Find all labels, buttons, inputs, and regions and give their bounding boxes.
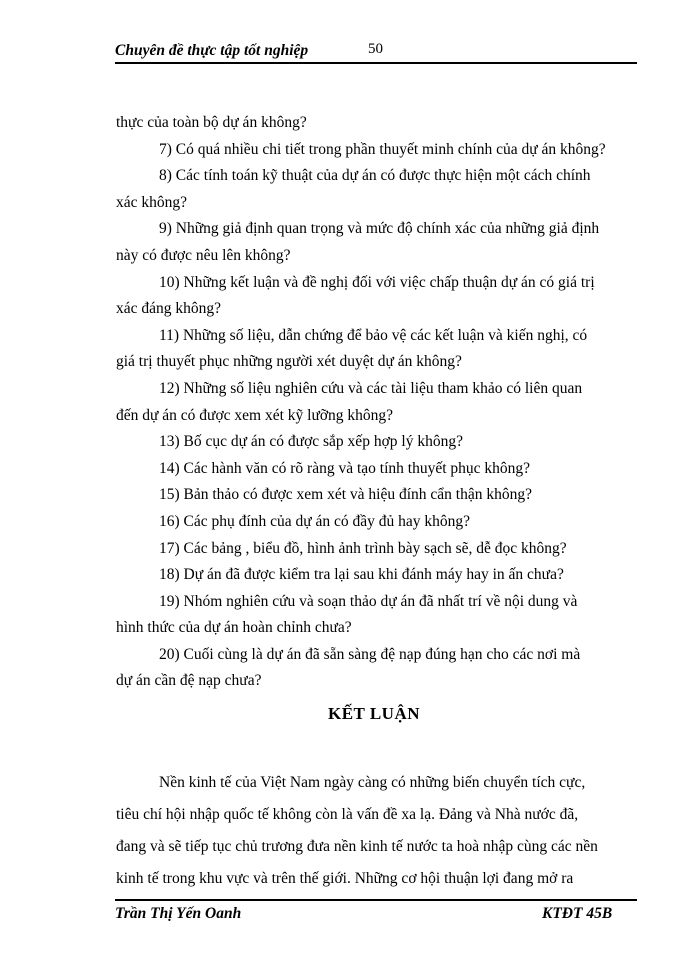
conclusion-paragraph — [116, 767, 632, 895]
header-title: Chuyên đề thực tập tốt nghiệp — [115, 42, 309, 59]
text-line: 20) Cuối cùng là dự án đã sẵn sàng đệ nạp đúng hạn cho các nơi mà — [159, 645, 581, 663]
text-line: 7) Có quá nhiều chi tiết trong phần thuyết minh chính của dự án không? — [159, 140, 606, 158]
text-line: Nền kinh tế của Việt Nam ngày càng có những biến chuyển tích cực, — [159, 774, 586, 792]
text-line: đang và sẽ tiếp tục chủ trương đưa nền kinh tế nước ta hoà nhập cùng các nền — [116, 838, 598, 856]
text-line: xác đáng không? — [116, 300, 222, 318]
text-line: đến dự án có được xem xét kỹ lưỡng không? — [116, 406, 394, 424]
text-line: 13) Bố cục dự án có được sắp xếp hợp lý không? — [159, 433, 463, 451]
text-line: xác không? — [116, 193, 188, 211]
footer-class: KTĐT 45B — [542, 905, 613, 922]
text-line: này có được nêu lên không? — [116, 246, 291, 264]
text-line: 11) Những số liệu, dẫn chứng để bảo vệ các kết luận và kiến nghị, có — [159, 326, 588, 344]
text-line: 9) Những giả định quan trọng và mức độ chính xác của những giả định — [159, 220, 600, 238]
text-line: tiêu chí hội nhập quốc tế không còn là vấn đề xa lạ. Đảng và Nhà nước đã, — [116, 806, 579, 824]
page-header — [115, 38, 637, 62]
text-line: hình thức của dự án hoàn chỉnh chưa? — [116, 619, 352, 637]
text-line: giá trị thuyết phục những người xét duyệt dự án không? — [116, 353, 462, 371]
text-line: 10) Những kết luận và đề nghị đối với việc chấp thuận dự án có giá trị — [159, 273, 595, 291]
footer-rule — [115, 899, 637, 901]
section-heading: KẾT LUẬN — [327, 704, 420, 724]
text-line: kinh tế trong khu vực và trên thế giới. Những cơ hội thuận lợi đang mở ra — [116, 870, 574, 888]
footer-author: Trần Thị Yến Oanh — [115, 905, 242, 922]
text-line: 17) Các bảng , biểu đồ, hình ảnh trình bày sạch sẽ, dễ đọc không? — [159, 539, 567, 557]
text-line: 15) Bản thảo có được xem xét và hiệu đính cẩn thận không? — [159, 486, 532, 504]
text-line: dự án cần đệ nạp chưa? — [116, 672, 262, 690]
header-rule — [115, 62, 637, 64]
text-line: 16) Các phụ đính của dự án có đầy đủ hay không? — [159, 512, 470, 530]
text-line: 12) Những số liệu nghiên cứu và các tài liệu tham khảo có liên quan — [159, 379, 583, 397]
page-number: 50 — [368, 41, 383, 57]
text-line: 14) Các hành văn có rõ ràng và tạo tính thuyết phục không? — [159, 459, 531, 477]
text-line: 19) Nhóm nghiên cứu và soạn thảo dự án đã nhất trí về nội dung và — [159, 592, 578, 610]
text-line: thực của toàn bộ dự án không? — [116, 114, 307, 131]
text-line: 18) Dự án đã được kiểm tra lại sau khi đánh máy hay in ấn chưa? — [159, 566, 564, 584]
text-line: 8) Các tính toán kỹ thuật của dự án có được thực hiện một cách chính — [159, 167, 591, 185]
document-body — [116, 110, 632, 895]
